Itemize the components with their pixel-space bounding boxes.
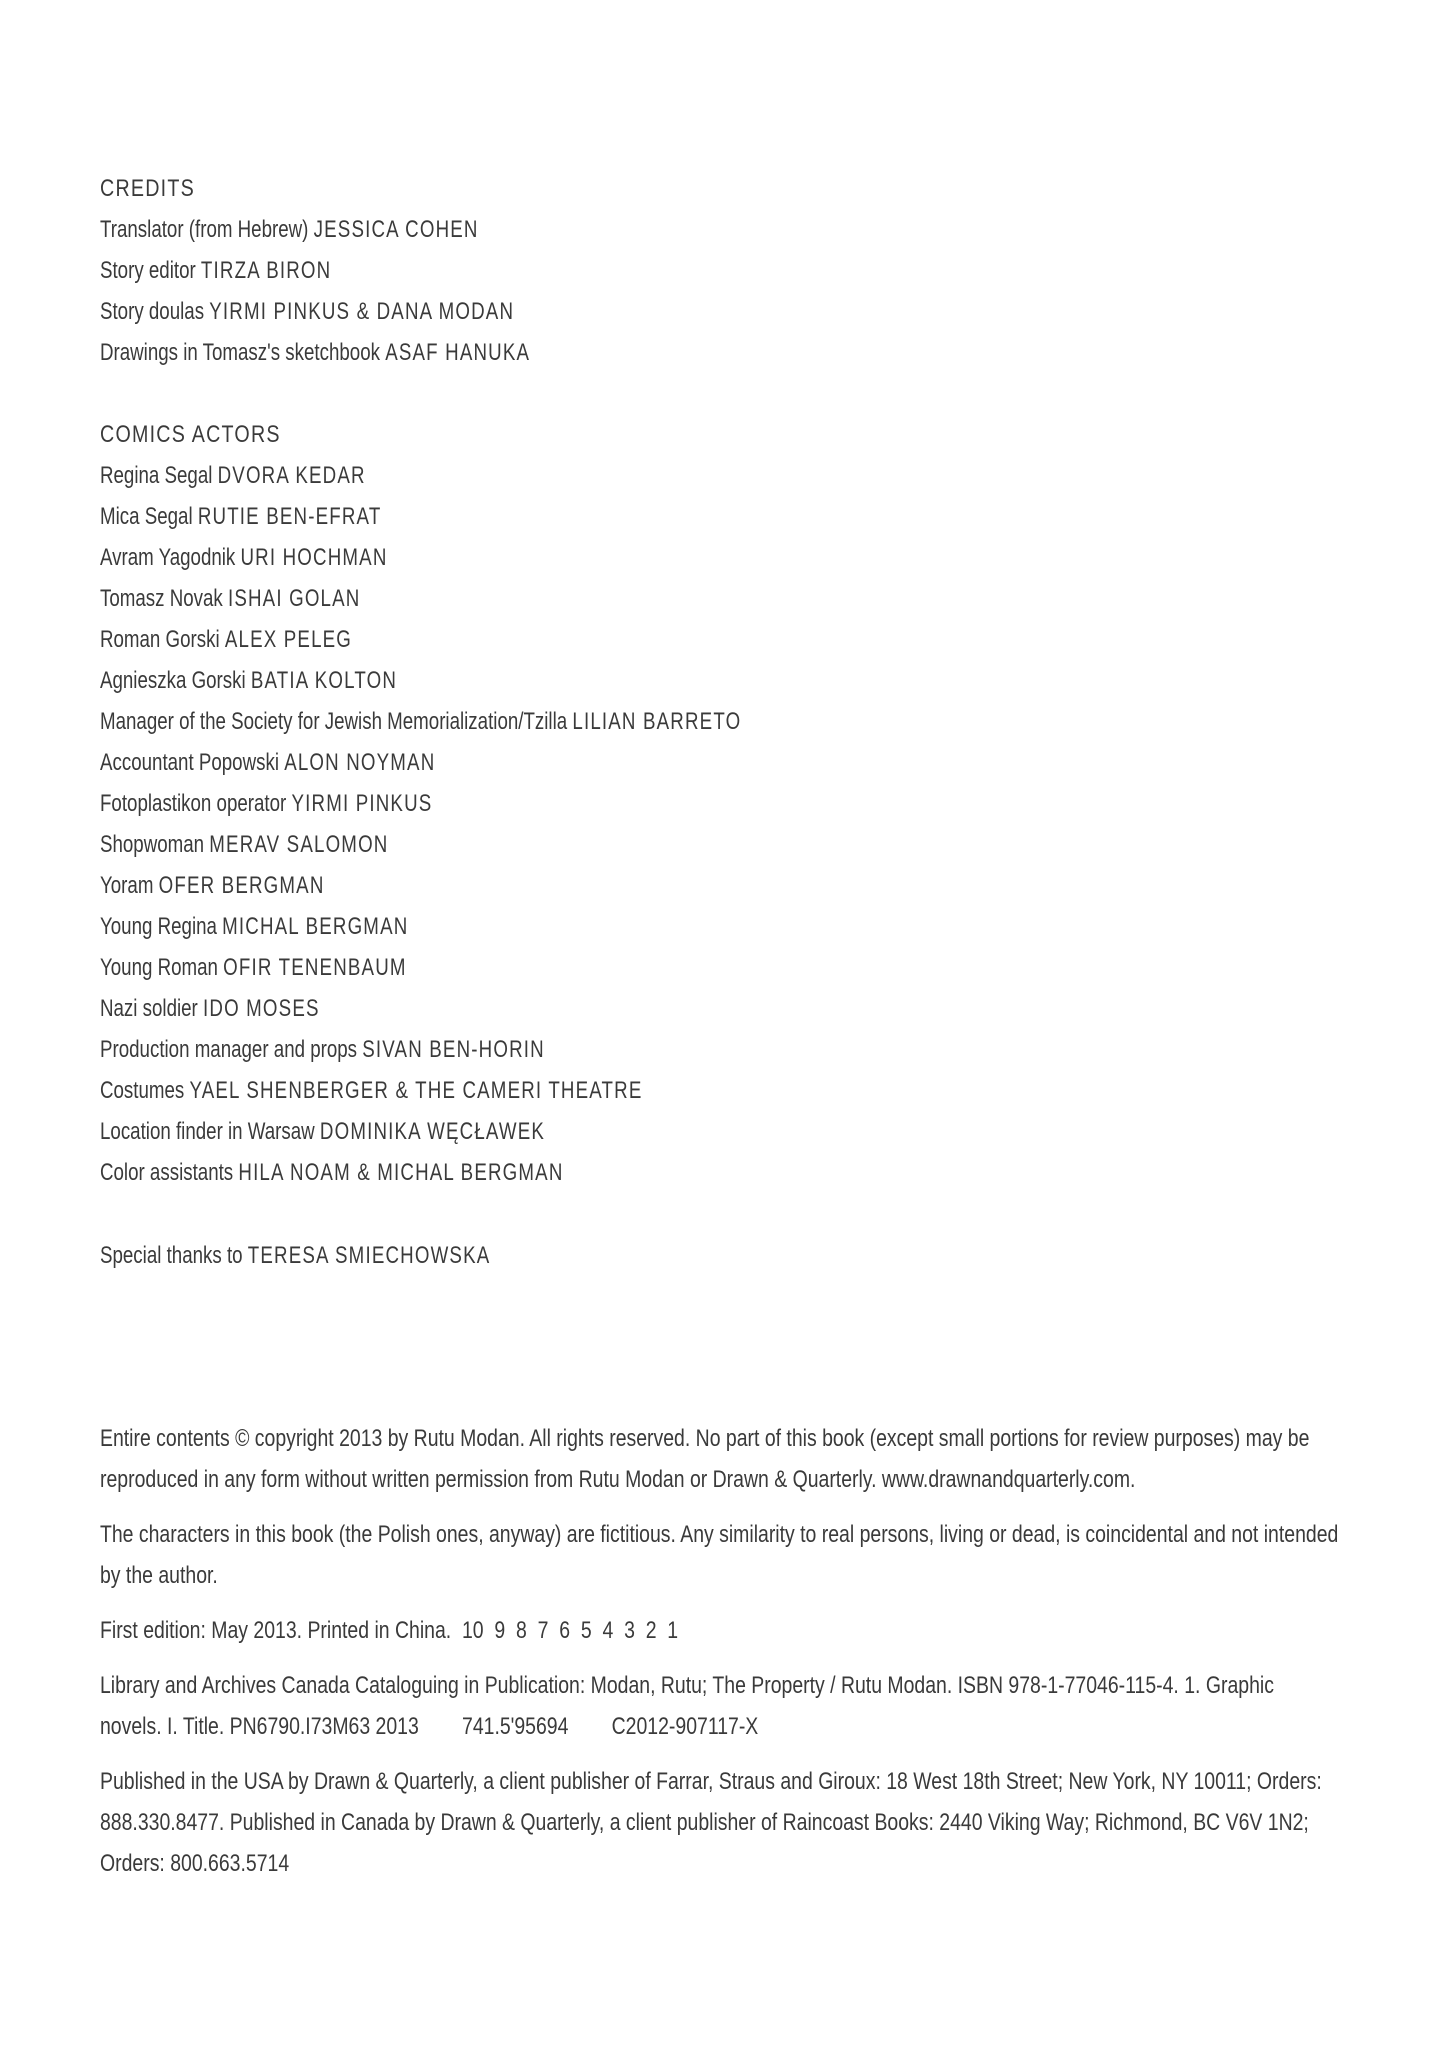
credit-line — [100, 1029, 1067, 1070]
credit-person: ASAF HANUKA — [385, 339, 531, 366]
special-thanks-label: Special thanks to — [100, 1242, 243, 1269]
credit-line — [100, 1152, 1067, 1193]
credits-page — [100, 168, 1340, 1276]
edition-info: First edition: May 2013. Printed in China. 10 9 8 7 6 5 4 3 2 1 — [100, 1617, 679, 1644]
credit-role: Fotoplastikon operator — [100, 790, 287, 817]
credit-line — [100, 947, 1067, 988]
credit-person: DVORA KEDAR — [217, 462, 366, 489]
special-thanks-person: TERESA SMIECHOWSKA — [247, 1242, 491, 1269]
credit-line — [100, 578, 1067, 619]
credit-role: Costumes — [100, 1077, 185, 1104]
credit-person: YAEL SHENBERGER & THE CAMERI THEATRE — [189, 1077, 643, 1104]
credit-person: YIRMI PINKUS & DANA MODAN — [209, 298, 515, 325]
credit-line — [100, 701, 1067, 742]
credit-role: Drawings in Tomasz's sketchbook — [100, 339, 380, 366]
credit-line — [100, 660, 1067, 701]
credit-line — [100, 209, 1067, 250]
credit-line — [100, 865, 1067, 906]
credit-person: URI HOCHMAN — [240, 544, 388, 571]
credit-role: Young Roman — [100, 954, 218, 981]
publishing-info: Published in the USA by Drawn & Quarterly, a client publisher of Farrar, Straus and Giroux: 18 West 18th Street; New York, NY 10011; Orders: 888.330.8477. Published in Canada by Drawn & Quarterly, a client publisher of Raincoast Books: 2440 Viking Way; Richmond, BC V6V 1N2; Orders: 800.663.5714 — [100, 1768, 1322, 1877]
credit-role: Shopwoman — [100, 831, 205, 858]
cataloguing-info: Library and Archives Canada Cataloguing in Publication: Modan, Rutu; The Property / Rutu Modan. ISBN 978-1-77046-115-4. 1. Graphic novels. I. Title. PN6790.I73M63 2013 741.5'95694 C2012-907117-X — [100, 1672, 1280, 1740]
credit-role: Nazi soldier — [100, 995, 198, 1022]
credit-line — [100, 291, 1067, 332]
credit-line — [100, 783, 1067, 824]
special-thanks-line — [100, 1235, 1067, 1276]
credit-role: Avram Yagodnik — [100, 544, 236, 571]
credit-role: Yoram — [100, 872, 154, 899]
credit-line — [100, 824, 1067, 865]
credit-line — [100, 988, 1067, 1029]
credit-role: Agnieszka Gorski — [100, 667, 246, 694]
credit-person: JESSICA COHEN — [313, 216, 479, 243]
credit-person: LILIAN BARRETO — [572, 708, 742, 735]
credit-line — [100, 332, 1067, 373]
comics-actors-list — [100, 455, 1340, 1193]
comics-actors-heading: COMICS ACTORS — [100, 421, 281, 448]
credit-role: Translator (from Hebrew) — [100, 216, 309, 243]
credit-role: Regina Segal — [100, 462, 213, 489]
credit-role: Color assistants — [100, 1159, 234, 1186]
credit-line — [100, 619, 1067, 660]
legal-notice — [100, 1418, 1340, 1898]
credit-line — [100, 1111, 1067, 1152]
credit-role: Location finder in Warsaw — [100, 1118, 315, 1145]
credit-line — [100, 742, 1067, 783]
credit-role: Tomasz Novak — [100, 585, 223, 612]
credit-role: Mica Segal — [100, 503, 193, 530]
credit-person: IDO MOSES — [203, 995, 320, 1022]
section-spacer — [100, 373, 1340, 414]
section-spacer — [100, 1193, 1340, 1235]
credit-person: SIVAN BEN-HORIN — [362, 1036, 545, 1063]
copyright-notice: Entire contents © copyright 2013 by Rutu Modan. All rights reserved. No part of this book (except small portions for review purposes) may be reproduced in any form without written permission from Rutu Modan or Drawn & Quarterly. www.drawnandquarterly.com. — [100, 1425, 1310, 1493]
fiction-disclaimer: The characters in this book (the Polish ones, anyway) are fictitious. Any similarity to real persons, living or dead, is coincidental and not intended by the author. — [100, 1521, 1339, 1589]
credit-person: BATIA KOLTON — [250, 667, 398, 694]
credit-person: ISHAI GOLAN — [227, 585, 361, 612]
credit-person: YIRMI PINKUS — [291, 790, 433, 817]
credit-line — [100, 455, 1067, 496]
credit-person: MERAV SALOMON — [209, 831, 389, 858]
credit-person: RUTIE BEN-EFRAT — [197, 503, 382, 530]
credit-line — [100, 906, 1067, 947]
credit-line — [100, 1070, 1067, 1111]
credit-role: Accountant Popowski — [100, 749, 279, 776]
credit-line — [100, 537, 1067, 578]
credit-person: ALON NOYMAN — [284, 749, 436, 776]
credit-person: ALEX PELEG — [224, 626, 353, 653]
credit-person: HILA NOAM & MICHAL BERGMAN — [238, 1159, 564, 1186]
credit-role: Young Regina — [100, 913, 217, 940]
credits-heading: CREDITS — [100, 175, 195, 202]
credit-role: Production manager and props — [100, 1036, 358, 1063]
credit-person: TIRZA BIRON — [200, 257, 332, 284]
credits-list — [100, 209, 1340, 373]
credit-role: Roman Gorski — [100, 626, 220, 653]
credit-person: MICHAL BERGMAN — [222, 913, 409, 940]
credit-line — [100, 250, 1067, 291]
credit-person: OFER BERGMAN — [158, 872, 325, 899]
credit-person: DOMINIKA WĘCŁAWEK — [319, 1118, 546, 1145]
credit-role: Story editor — [100, 257, 196, 284]
credit-person: OFIR TENENBAUM — [223, 954, 407, 981]
credit-role: Story doulas — [100, 298, 205, 325]
credit-role: Manager of the Society for Jewish Memorialization/Tzilla — [100, 708, 568, 735]
credit-line — [100, 496, 1067, 537]
